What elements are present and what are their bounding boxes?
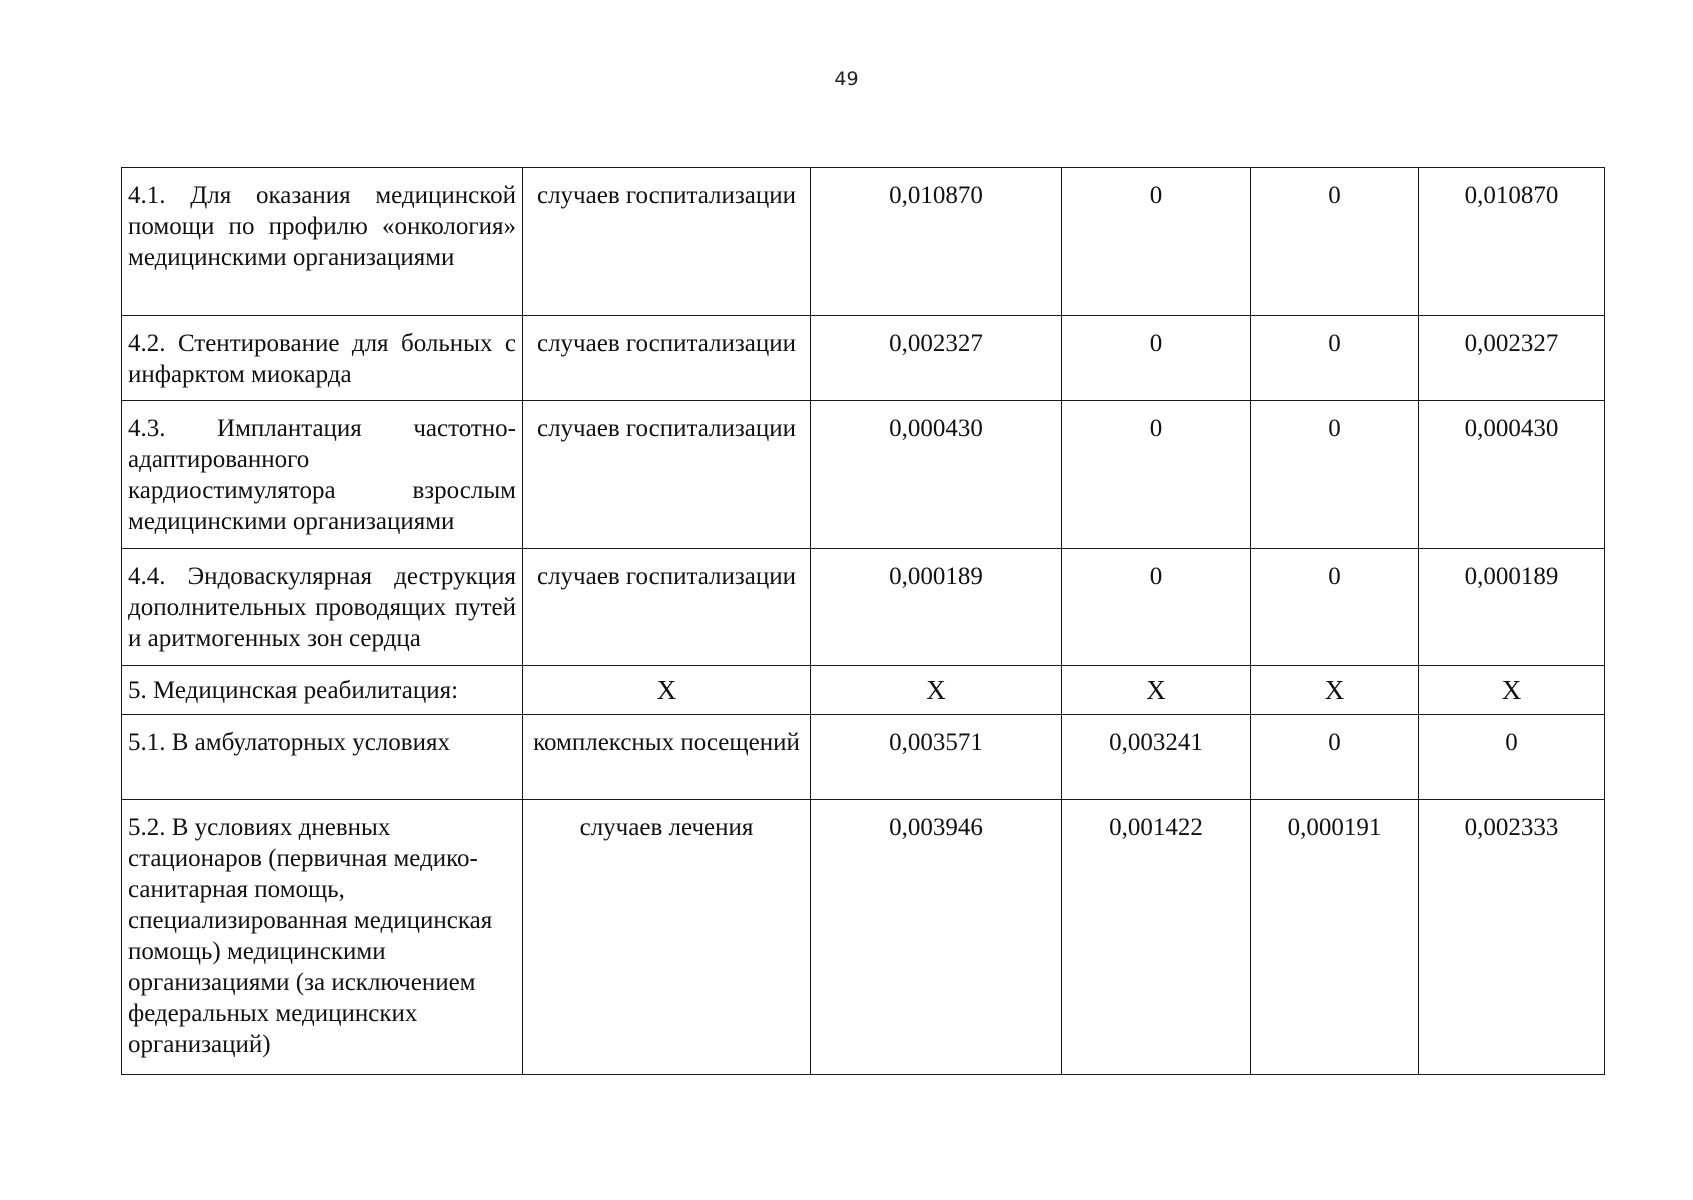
- data-table: [121, 167, 1605, 1075]
- value-cell: 0,003241: [1062, 715, 1251, 800]
- row-name-cell: 4.2. Стентирование для больных с инфарктом миокарда: [122, 316, 523, 401]
- page-number: 49: [834, 68, 859, 90]
- value-cell: 0,002327: [811, 316, 1062, 401]
- value-cell: 0,000191: [1251, 800, 1419, 1075]
- unit-cell: случаев госпитализации: [523, 316, 811, 401]
- value-cell: 0,000189: [1419, 549, 1605, 666]
- value-cell: 0: [1251, 715, 1419, 800]
- value-cell: 0,003946: [811, 800, 1062, 1075]
- table-row: [122, 401, 1605, 549]
- unit-cell: комплексных посещений: [523, 715, 811, 800]
- value-cell: 0,000430: [1419, 401, 1605, 549]
- unit-cell: случаев госпитализации: [523, 549, 811, 666]
- value-cell: 0,002333: [1419, 800, 1605, 1075]
- value-cell: X: [1419, 666, 1605, 715]
- row-name-cell: 4.3. Имплантация частотно-адаптированного кардиостимулятора взрослым медицинскими организациями: [122, 401, 523, 549]
- value-cell: 0,000430: [811, 401, 1062, 549]
- table-row: [122, 666, 1605, 715]
- unit-cell: X: [523, 666, 811, 715]
- row-name-cell: 5. Медицинская реабилитация:: [122, 666, 523, 715]
- value-cell: X: [811, 666, 1062, 715]
- value-cell: 0,001422: [1062, 800, 1251, 1075]
- row-name-cell: 5.2. В условиях дневных стационаров (первичная медико-санитарная помощь, специализированная медицинская помощь) медицинскими организациями (за исключением федеральных медицинских организаций): [122, 800, 523, 1075]
- unit-cell: случаев лечения: [523, 800, 811, 1075]
- row-name-cell: 5.1. В амбулаторных условиях: [122, 715, 523, 800]
- table-row: [122, 316, 1605, 401]
- value-cell: 0,002327: [1419, 316, 1605, 401]
- table-row: [122, 800, 1605, 1075]
- value-cell: 0: [1062, 401, 1251, 549]
- value-cell: 0,000189: [811, 549, 1062, 666]
- value-cell: X: [1251, 666, 1419, 715]
- row-name-cell: 4.1. Для оказания медицинской помощи по профилю «онкология» медицинскими организациями: [122, 168, 523, 316]
- value-cell: 0: [1251, 549, 1419, 666]
- value-cell: 0,010870: [1419, 168, 1605, 316]
- table-row: [122, 168, 1605, 316]
- value-cell: 0: [1062, 549, 1251, 666]
- value-cell: 0: [1062, 316, 1251, 401]
- value-cell: X: [1062, 666, 1251, 715]
- row-name-cell: 4.4. Эндоваскулярная деструкция дополнительных проводящих путей и аритмогенных зон сердца: [122, 549, 523, 666]
- table-row: [122, 549, 1605, 666]
- unit-cell: случаев госпитализации: [523, 168, 811, 316]
- value-cell: 0: [1251, 316, 1419, 401]
- table-row: [122, 715, 1605, 800]
- unit-cell: случаев госпитализации: [523, 401, 811, 549]
- value-cell: 0: [1062, 168, 1251, 316]
- value-cell: 0,003571: [811, 715, 1062, 800]
- value-cell: 0: [1419, 715, 1605, 800]
- value-cell: 0: [1251, 168, 1419, 316]
- value-cell: 0: [1251, 401, 1419, 549]
- value-cell: 0,010870: [811, 168, 1062, 316]
